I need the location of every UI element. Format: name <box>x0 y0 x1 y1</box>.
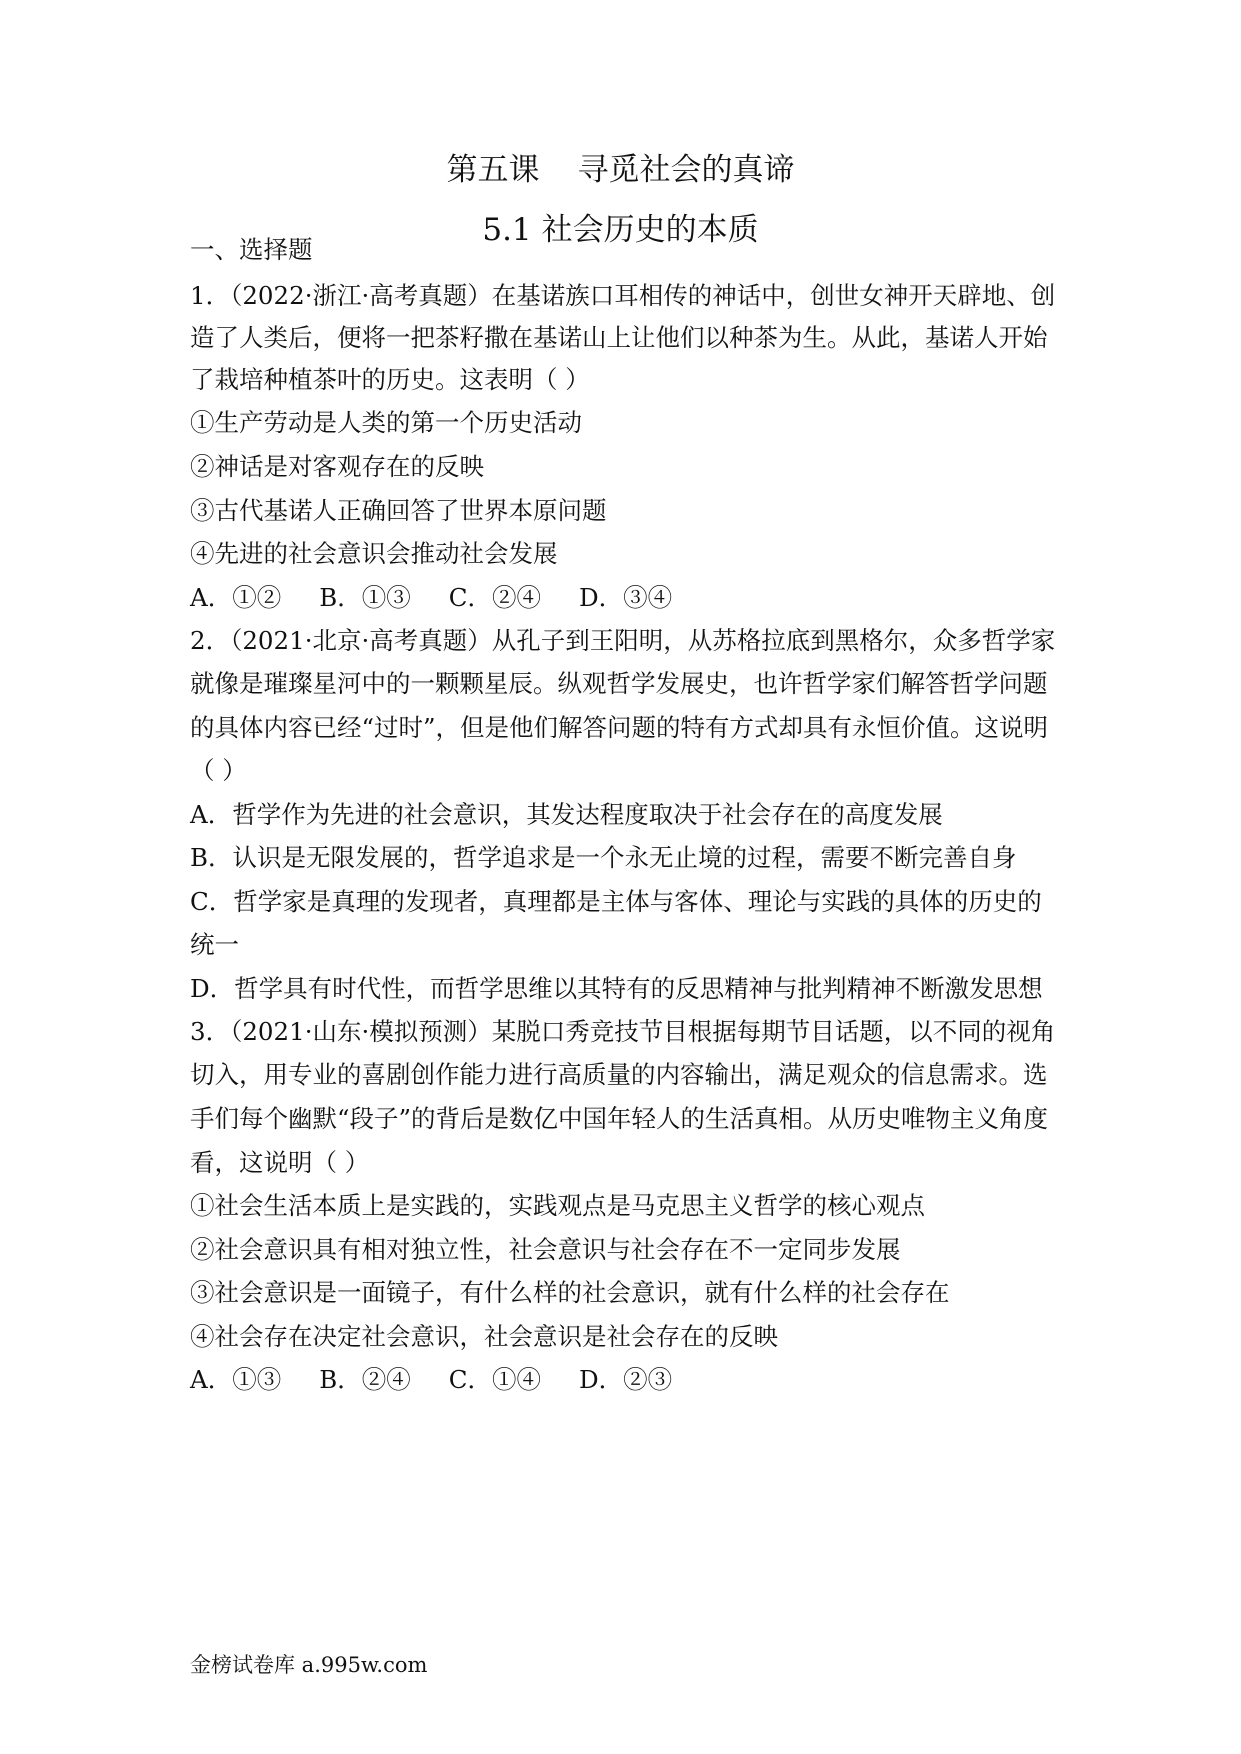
question-3-statement-3: ③社会意识是一面镜子，有什么样的社会意识，就有什么样的社会存在 <box>190 1278 950 1307</box>
lesson-title <box>0 150 1241 190</box>
question-2-choice-b: B．认识是无限发展的，哲学追求是一个永无止境的过程，需要不断完善自身 <box>190 843 1017 872</box>
section-title <box>0 210 1241 250</box>
question-3-line-3: 手们每个幽默“段子”的背后是数亿中国年轻人的生活真相。从历史唯物主义角度 <box>190 1104 1049 1133</box>
question-2-choice-c: C．哲学家是真理的发现者，真理都是主体与客体、理论与实践的具体的历史的 <box>190 887 1042 916</box>
option-b: B．②④ <box>319 1365 411 1394</box>
question-2-choice-c-cont: 统一 <box>190 930 239 959</box>
question-2-choice-d: D．哲学具有时代性，而哲学思维以其特有的反思精神与批判精神不断激发思想 <box>190 974 1043 1003</box>
lesson-name: 寻觅社会的真谛 <box>577 152 795 188</box>
section-number: 5.1 <box>482 212 532 248</box>
lesson-number: 第五课 <box>446 152 540 188</box>
question-2-line-3: 的具体内容已经“过时”，但是他们解答问题的特有方式却具有永恒价值。这说明 <box>190 713 1049 742</box>
question-3-statement-2: ②社会意识具有相对独立性，社会意识与社会存在不一定同步发展 <box>190 1235 901 1264</box>
question-2-choice-a: A．哲学作为先进的社会意识，其发达程度取决于社会存在的高度发展 <box>190 800 943 829</box>
question-3-statement-1: ①社会生活本质上是实践的，实践观点是马克思主义哲学的核心观点 <box>190 1191 925 1220</box>
question-1-statement-3: ③古代基诺人正确回答了世界本原问题 <box>190 496 607 525</box>
question-3-line-2: 切入，用专业的喜剧创作能力进行高质量的内容输出，满足观众的信息需求。选 <box>190 1060 1048 1089</box>
question-2-line-4: （ ） <box>190 756 247 785</box>
question-3-options <box>190 1364 710 1396</box>
option-c: C．②④ <box>448 583 541 612</box>
question-1-line-3: 了栽培种植茶叶的历史。这表明（ ） <box>190 365 590 394</box>
option-b: B．①③ <box>319 583 411 612</box>
option-d: D．②③ <box>578 1365 673 1394</box>
question-1-statement-1: ①生产劳动是人类的第一个历史活动 <box>190 408 582 437</box>
question-1-line-1: 1．（2022·浙江·高考真题）在基诺族口耳相传的神话中，创世女神开天辟地、创 <box>190 281 1056 310</box>
question-1-options <box>190 582 710 614</box>
question-3-line-4: 看，这说明（ ） <box>190 1148 370 1177</box>
option-a: A．①③ <box>190 1365 282 1394</box>
question-1-statement-4: ④先进的社会意识会推动社会发展 <box>190 539 558 568</box>
option-d: D．③④ <box>578 583 673 612</box>
question-2-line-1: 2．（2021·北京·高考真题）从孔子到王阳明，从苏格拉底到黑格尔，众多哲学家 <box>190 626 1056 655</box>
question-3-statement-4: ④社会存在决定社会意识，社会意识是社会存在的反映 <box>190 1322 778 1351</box>
question-3-line-1: 3．（2021·山东·模拟预测）某脱口秀竞技节目根据每期节目话题，以不同的视角 <box>190 1017 1056 1046</box>
footer-source: 金榜试卷库 a.995w.com <box>190 1653 428 1677</box>
question-1-line-2: 造了人类后，便将一把茶籽撒在基诺山上让他们以种茶为生。从此，基诺人开始 <box>190 323 1048 352</box>
section-name: 社会历史的本质 <box>541 212 759 248</box>
option-a: A．①② <box>190 583 282 612</box>
question-1-statement-2: ②神话是对客观存在的反映 <box>190 452 484 481</box>
section-heading: 一、选择题 <box>190 235 313 264</box>
option-c: C．①④ <box>448 1365 541 1394</box>
question-2-line-2: 就像是璀璨星河中的一颗颗星辰。纵观哲学发展史，也许哲学家们解答哲学问题 <box>190 669 1048 698</box>
